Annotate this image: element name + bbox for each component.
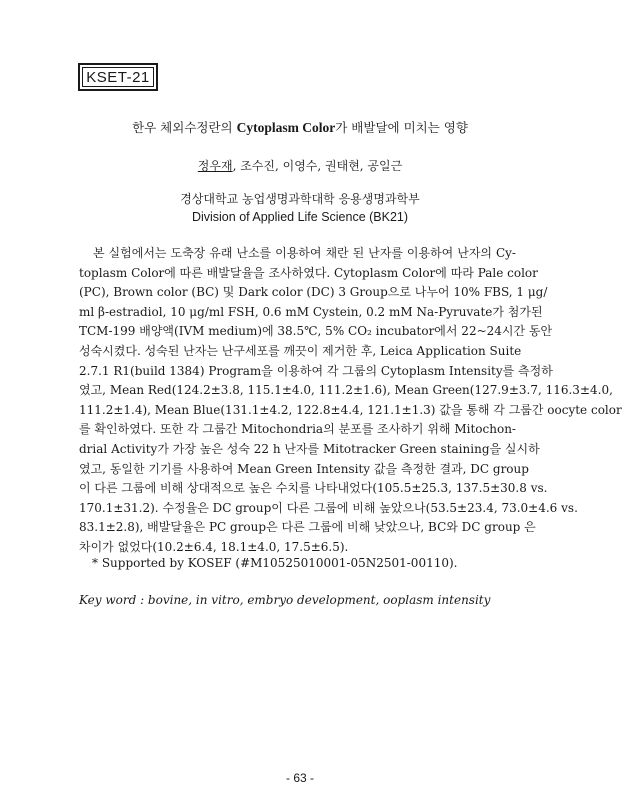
abstract-line: 이 다른 그룹에 비해 상대적으로 높은 수치를 나타내었다(105.5±25.3, 137.5±30.8 vs. [79,481,548,496]
abstract-line: 본 실험에서는 도축장 유래 난소를 이용하여 채란 된 난자를 이용하여 난자의 Cy- [93,246,516,260]
abstract-line: 170.1±31.2). 수정율은 DC group이 다른 그룹에 비해 높았으나(53.5±23.4, 73.0±4.6 vs. [79,500,578,515]
abstract-line: TCM-199 배양액(IVM medium)에 38.5℃, 5% CO₂ incubator에서 22~24시간 동안 [79,324,553,339]
affiliation-english: Division of Applied Life Science (BK21) [191,210,409,224]
abstract-line: ml β-estradiol, 10 μg/ml FSH, 0.6 mM Cystein, 0.2 mM Na-Pyruvate가 첨가된 [79,304,543,319]
title-emphasis: Cytoplasm Color [236,120,336,135]
abstract-line: 2.7.1 R1(build 1384) Program을 이용하여 각 그룹의 Cytoplasm Intensity를 측정하 [79,363,553,378]
abstract-code-box [78,63,158,91]
abstract-line: 를 확인하였다. 또한 각 그룹간 Mitochondria의 분포를 조사하기 위해 Mitochon- [79,422,516,437]
abstract-line: (PC), Brown color (BC) 및 Dark color (DC) 3 Group으로 나누어 10% FBS, 1 μg/ [79,285,548,300]
presenting-author: 정우재 [197,159,233,173]
title-prefix: 한우 체외수정란의 [132,120,237,135]
support-note: * Supported by KOSEF (#M10525010001-05N2501-00110). [92,556,458,570]
abstract-line: 111.2±1.4), Mean Blue(131.1±4.2, 122.8±4.4, 121.1±1.3) 값을 통해 각 그룹간 oocyte color [79,402,622,417]
authors [80,157,520,175]
abstract-line: toplasm Color에 따른 배발달율을 조사하였다. Cytoplasm Color에 따라 Pale color [79,265,538,280]
abstract-line: 성숙시켰다. 성숙된 난자는 난구세포를 깨끗이 제거한 후, Leica Application Suite [79,343,522,358]
abstract-line: 였고, 동일한 기기를 사용하여 Mean Green Intensity 값을 측정한 결과, DC group [79,461,529,476]
title-suffix: 가 배발달에 미치는 영향 [335,120,468,135]
abstract-line: 차이가 없었다(10.2±6.4, 18.1±4.0, 17.5±6.5). [79,539,349,554]
abstract-code: KSET-21 [82,67,154,87]
abstract-line: 였고, Mean Red(124.2±3.8, 115.1±4.0, 111.2±1.6), Mean Green(127.9±3.7, 116.3±4.0, [79,383,613,398]
abstract-body [79,244,622,558]
affiliation-korean: 경상대학교 농업생명과학대학 응용생명과학부 [180,192,420,206]
page-number: - 63 - [285,771,314,785]
abstract-line: drial Activity가 가장 높은 성숙 22 h 난자를 Mitotracker Green staining을 실시하 [79,441,540,456]
co-authors: , 조수진, 이영수, 권태현, 공일근 [232,159,403,173]
abstract-line: 83.1±2.8), 배발달율은 PC group은 다른 그룹에 비해 낮았으나, BC와 DC group 은 [79,520,536,535]
keywords: Key word : bovine, in vitro, embryo development, ooplasm intensity [79,593,491,607]
paper-title [80,119,520,137]
